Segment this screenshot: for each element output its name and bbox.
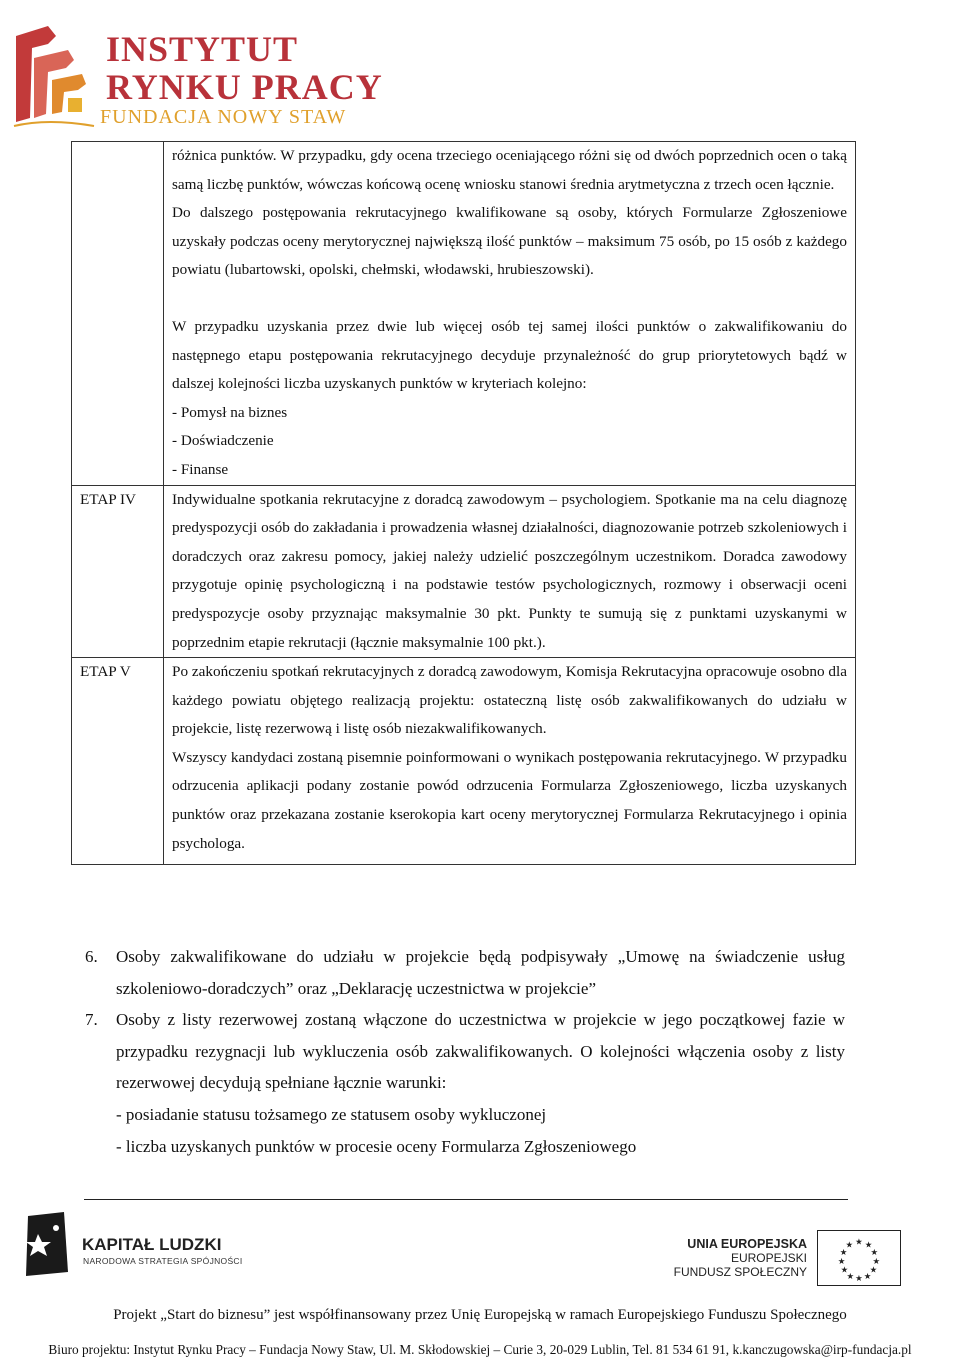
paragraph: Do dalszego postępowania rekrutacyjnego kwalifikowane są osoby, których Formularze Zgłoszeniowe uzyskały podczas oceny merytorycznej największą ilość punktów – maksimum 75 osób, po 15 osób z każdego powiatu (lubartowski, opolski, chełmski, włodawski, hrubieszowski). — [172, 204, 847, 279]
list-text: Osoby z listy rezerwowej zostaną włączone do uczestnictwa w projekcie w jego początkowej fazie w przypadku rezygnacji lub wykluczenia osób zakwalifikowanych. O kolejności włączenia osoby z listy rezerwowej decydują spełniane łącznie warunki: — [116, 1010, 845, 1093]
svg-text:★: ★ — [839, 1247, 848, 1258]
eu-text-block — [674, 1237, 807, 1279]
condition-item: - posiadanie statusu tożsamego ze statusem osoby wykluczonej — [116, 1104, 547, 1124]
svg-text:★: ★ — [863, 1271, 872, 1282]
svg-text:★: ★ — [869, 1264, 878, 1275]
logo-emblem-icon — [8, 22, 100, 132]
stage-label: ETAP V — [72, 658, 164, 865]
paragraph: W przypadku uzyskania przez dwie lub więcej osób tej samej ilości punktów o zakwalifikowaniu do następnego etapu postępowania rekrutacyjnego decyduje przynależność do grup priorytetowych bądź w dalszej kolejności liczba uzyskanych punktów w kryteriach kolejno: — [172, 317, 847, 393]
stage-description-cell — [164, 658, 856, 865]
kapital-ludzki-logo-icon — [24, 1212, 72, 1278]
paragraph: Po zakończeniu spotkań rekrutacyjnych z doradcą zawodowym, Komisja Rekrutacyjna opracowuje osobno dla każdego powiatu objętego realizacją projektu: ostateczną listę osób zakwalifikowanych do udziału w projekcie, listę rezerwową i listę osób niezakwalifikowanych. — [172, 663, 847, 738]
svg-text:★: ★ — [845, 1239, 854, 1250]
svg-text:★: ★ — [846, 1271, 855, 1282]
institute-logo — [8, 22, 383, 132]
criteria-item: - Doświadczenie — [172, 432, 274, 450]
stage-description-cell — [164, 142, 856, 486]
table-row — [72, 142, 856, 486]
table-row — [72, 658, 856, 865]
stage-description-cell — [164, 485, 856, 658]
paragraph: Indywidualne spotkania rekrutacyjne z doradcą zawodowym – psychologiem. Spotkanie ma na celu diagnozę predyspozycji osób do zakładania i prowadzenia własnej działalności, diagnozowanie potrzeb szkoleniowych i doradczych oraz zakresu pomocy, jakiej należy udzielić poszczególnym uczestnikom. Doradca zawodowy przygotuje opinię psychologiczną i na podstawie testów psychologicznych, rozmowy i obserwacji oceni predyspozycje osoby przyznając maksymalnie 30 pkt. Punkty te sumują się z punktami uzyskanymi w poprzednim etapie rekrutacji (łącznie maksymalnie 100 pkt.). — [172, 490, 847, 651]
eu-flag-icon — [817, 1230, 901, 1286]
list-number: 6. — [85, 947, 98, 966]
list-item — [85, 1004, 845, 1099]
recruitment-stages-table — [71, 141, 856, 865]
eu-title: UNIA EUROPEJSKA — [687, 1237, 807, 1251]
kapital-ludzki-title: KAPITAŁ LUDZKI — [82, 1235, 222, 1254]
criteria-item: - Finanse — [172, 460, 229, 478]
numbered-list — [85, 941, 845, 1162]
svg-text:★: ★ — [872, 1255, 881, 1266]
list-number: 7. — [85, 1010, 98, 1030]
logo-text-line2: RYNKU PRACY — [106, 67, 383, 107]
svg-text:★: ★ — [870, 1247, 879, 1258]
eu-fund-line1: EUROPEJSKI — [730, 1251, 807, 1265]
paragraph: różnica punktów. W przypadku, gdy ocena trzeciego oceniającego różni się od dwóch poprzednich ocen o taką samą liczbę punktów, wówczas końcową ocenę wniosku stanowi średnia arytmetyczna z trzech ocen łącznie. — [172, 147, 847, 193]
logo-text-line1: INSTYTUT — [106, 29, 299, 69]
stage-cell-empty — [72, 142, 164, 486]
criteria-item: - Pomysł na biznes — [172, 403, 288, 421]
logo-text-line3: FUNDACJA NOWY STAW — [100, 106, 347, 128]
list-text: Osoby zakwalifikowane do udziału w projekcie będą podpisywały „Umowę na świadczenie usług szkoleniowo-doradczych” oraz „Deklarację uczestnictwa w projekcie” — [116, 947, 845, 998]
table-row — [72, 485, 856, 658]
paragraph: Wszyscy kandydaci zostaną pisemnie poinformowani o wynikach postępowania rekrutacyjnego. W przypadku odrzucenia aplikacji podany zostanie powód odrzucenia Formularza Zgłoszeniowego, liczba uzyskanych punktów oraz przekazana zostanie kserokopia kart oceny merytorycznej Formularza Rekrutacyjnego i opinia psychologa. — [172, 748, 847, 852]
list-item — [85, 941, 845, 1004]
eu-fund-line2: FUNDUSZ SPOŁECZNY — [673, 1265, 807, 1279]
office-footer-line: Biuro projektu: Instytut Rynku Pracy – Fundacja Nowy Staw, Ul. M. Skłodowskiej – Curie 3, 20-029 Lublin, Tel. 81 534 61 91, k.kanczugowska@irp-fundacja.pl — [48, 1342, 912, 1357]
svg-text:★: ★ — [855, 1273, 863, 1284]
svg-text:★: ★ — [837, 1255, 846, 1266]
kapital-ludzki-subtitle: NARODOWA STRATEGIA SPÓJNOŚCI — [83, 1256, 243, 1266]
svg-text:★: ★ — [840, 1264, 849, 1275]
stage-label: ETAP IV — [72, 485, 164, 658]
svg-text:★: ★ — [855, 1236, 863, 1247]
project-footer-line: Projekt „Start do biznesu” jest współfinansowany przez Unię Europejską w ramach Europejskiego Funduszu Społecznego — [113, 1307, 847, 1323]
footer-divider — [84, 1199, 848, 1200]
condition-item: - liczba uzyskanych punktów w procesie oceny Formularza Zgłoszeniowego — [116, 1136, 637, 1156]
svg-text:★: ★ — [864, 1239, 873, 1250]
